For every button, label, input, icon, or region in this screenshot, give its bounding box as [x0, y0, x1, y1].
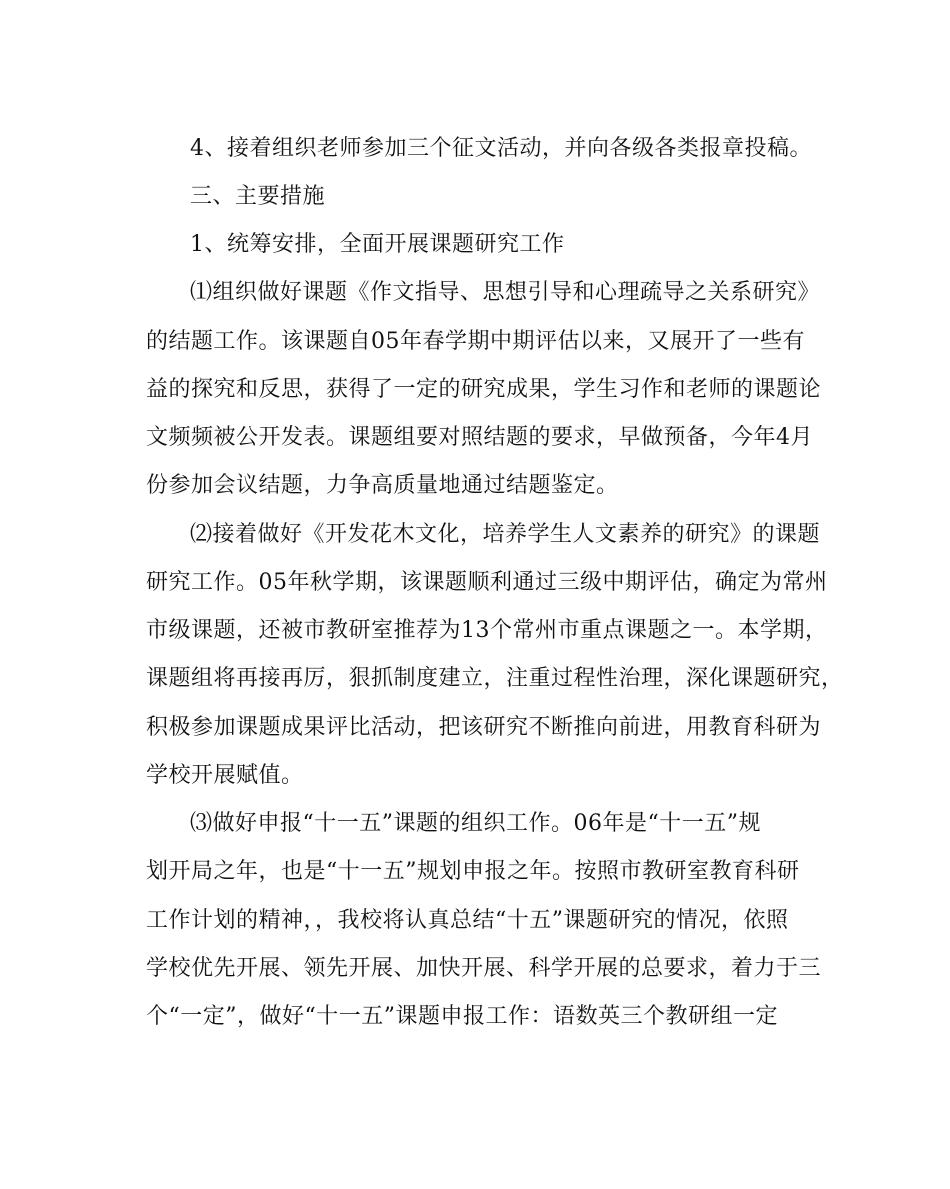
text-line: ⑵接着做好《开发花木文化，培养学生人文素养的研究》的课题 — [190, 522, 821, 547]
text-line: 积极参加课题成果评比活动，把该研究不断推向前进，用教育科研为 — [146, 715, 822, 740]
text-line: 个“一定”，做好“十一五”课题申报工作：语数英三个教研组一定 — [146, 1004, 778, 1029]
text-line: ⑴组织做好课题《作文指导、思想引导和心理疏导之关系研究》 — [190, 280, 821, 305]
text-line: 4、接着组织老师参加三个征文活动，并向各级各类报章投稿。 — [190, 136, 812, 161]
text-line: 文频频被公开发表。课题组要对照结题的要求，早做预备，今年4月 — [146, 425, 813, 450]
text-line: 份参加会议结题，力争高质量地通过结题鉴定。 — [146, 473, 619, 498]
text-line: 的结题工作。该课题自05年春学期中期评估以来，又展开了一些有 — [146, 329, 805, 354]
section-heading: 三、主要措施 — [190, 184, 326, 209]
text-line: ⑶做好申报“十一五”课题的组织工作。06年是“十一五”规 — [190, 811, 761, 836]
text-line: 研究工作。05年秋学期，该课题顺利通过三级中期评估，确定为常州 — [146, 570, 828, 595]
text-line: 课题组将再接再厉，狠抓制度建立，注重过程性治理，深化课题研究， — [146, 666, 844, 691]
text-line: 学校优先开展、领先开展、加快开展、科学开展的总要求，着力于三 — [146, 956, 822, 981]
text-line: 学校开展赋值。 — [146, 763, 304, 788]
text-line: 市级课题，还被市教研室推荐为13个常州市重点课题之一。本学期， — [146, 618, 828, 643]
text-line: 划开局之年，也是“十一五”规划申报之年。按照市教研室教育科研 — [146, 859, 800, 884]
text-line: 益的探究和反思，获得了一定的研究成果，学生习作和老师的课题论 — [146, 377, 822, 402]
subsection-heading: 1、统筹安排，全面开展课题研究工作 — [190, 232, 565, 257]
text-line: 工作计划的精神，，我校将认真总结“十五”课题研究的情况，依照 — [146, 908, 789, 933]
